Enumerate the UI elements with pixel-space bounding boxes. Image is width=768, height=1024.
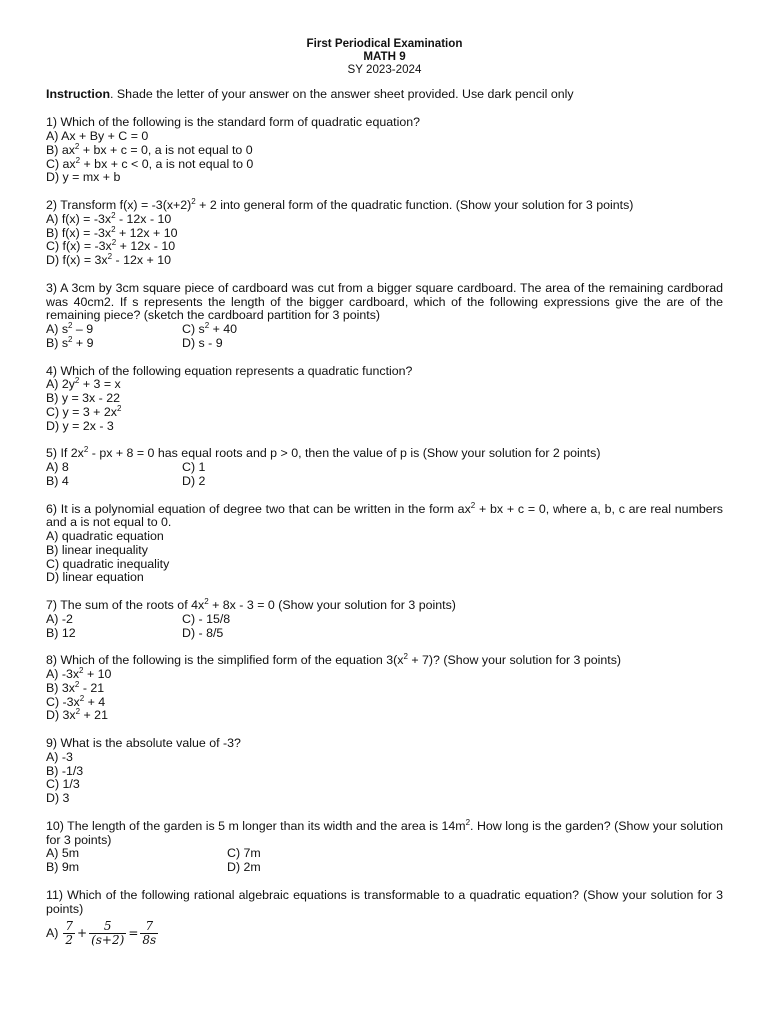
question-2 xyxy=(46,196,723,268)
question-stem: 9) What is the absolute value of -3? xyxy=(46,736,241,751)
question-stem: 1) Which of the following is the standard form of quadratic equation? xyxy=(46,115,420,130)
question-stem: 4) Which of the following equation represents a quadratic function? xyxy=(46,363,413,378)
options-grid xyxy=(46,461,723,489)
option-b: B) y = 3x - 22 xyxy=(46,391,121,406)
option-d: D) 2 xyxy=(182,473,206,488)
option-d: D) $3x^2 + 21$ xyxy=(46,707,108,723)
exam-page xyxy=(46,38,723,962)
option-a: A) 8 xyxy=(46,460,69,475)
option-d: D) $f(x) = 3x^2 - 12x + 10$ xyxy=(46,252,171,268)
school-year: SY 2023-2024 xyxy=(347,62,422,76)
option-b: B) $3x^2 - 21$ xyxy=(46,679,105,695)
option-c: C) $ax^2$ + bx + c < 0, a is not equal to 0 xyxy=(46,155,254,171)
option-d: D) 3 xyxy=(46,791,70,806)
exam-subject: MATH 9 xyxy=(363,49,406,63)
question-9 xyxy=(46,737,723,806)
question-stem: 5) If $2x^2$ - px + 8 = 0 has equal roots and p > 0, then the value of p is (Show your solution for 2 points) xyxy=(46,445,601,461)
option-a: A) $-3x^2 + 10$ xyxy=(46,666,112,682)
option-a: A) 5m xyxy=(46,846,80,861)
option-d: D) linear equation xyxy=(46,570,144,585)
fraction: $\frac{7}{8s}$ xyxy=(142,918,157,947)
option-c: C) $y = 3 + 2x^2$ xyxy=(46,403,122,419)
fraction: $\frac{5}{(s+2)}$ xyxy=(91,918,125,947)
option-b: B) 12 xyxy=(46,625,76,640)
option-a: A) -3 xyxy=(46,749,73,764)
option-b: B) -1/3 xyxy=(46,763,84,778)
question-11 xyxy=(46,889,723,949)
options-grid xyxy=(46,323,723,351)
options-grid xyxy=(46,613,723,641)
option-b: B) linear inequality xyxy=(46,542,148,557)
option-d: D) y = 2x - 3 xyxy=(46,418,114,433)
option-c: C) 1/3 xyxy=(46,777,80,792)
equals-sign: = xyxy=(128,925,139,940)
exam-title: First Periodical Examination xyxy=(306,37,463,50)
option-b: B) 9m xyxy=(46,860,80,875)
option-a xyxy=(46,918,723,948)
option-c: C) $f(x) = -3x^2 + 12x - 10$ xyxy=(46,238,176,254)
option-c: C) 7m xyxy=(227,846,261,861)
option-c: C) quadratic inequality xyxy=(46,556,170,571)
question-3 xyxy=(46,282,723,351)
question-stem: 10) The length of the garden is 5 m longer than its width and the area is $14m^2$. How long is the garden? (Show your solution for 3 points) xyxy=(46,817,723,847)
question-5 xyxy=(46,447,723,488)
fraction: $\frac{7}{2}$ xyxy=(65,918,74,947)
question-stem: 6) It is a polynomial equation of degree two that can be written in the form $ax^2$ + bx + c = 0, where a, b, c are real numbers and a is not equal to 0. xyxy=(46,500,723,530)
option-d: D) s - 9 xyxy=(182,335,223,350)
options-grid xyxy=(46,847,723,875)
option-c: C) $s^2 + 40$ xyxy=(182,321,238,337)
option-d: D) - 8/5 xyxy=(182,625,224,640)
instruction xyxy=(46,88,723,102)
question-10 xyxy=(46,817,723,875)
option-a: A) Ax + By + C = 0 xyxy=(46,128,149,143)
question-stem: 11) Which of the following rational algebraic equations is transformable to a quadratic equation? (Show your solution for 3 points) xyxy=(46,887,723,916)
question-stem: 2) Transform $f(x) = -3(x+2)^2 + 2$ into general form of the quadratic function. (Show your solution for 3 points) xyxy=(46,196,634,212)
question-7 xyxy=(46,599,723,640)
option-a: A) $f(x) = -3x^2 - 12x - 10$ xyxy=(46,210,172,226)
question-stem: 8) Which of the following is the simplified form of the equation $3(x^2 + 7)$? (Show your solution for 3 points) xyxy=(46,652,622,668)
question-stem: 7) The sum of the roots of $4x^2 + 8x - 3 = 0$ (Show your solution for 3 points) xyxy=(46,597,456,613)
option-c: C) - 15/8 xyxy=(182,611,231,626)
question-1 xyxy=(46,116,723,185)
question-stem: 3) A 3cm by 3cm square piece of cardboard was cut from a bigger square cardboard. The area of the remaining cardborad was 40cm2. If s represents the length of the bigger cardboard, which of the following expressions give the are of the remaining piece? (sketch the cardboard partition for 3 points) xyxy=(46,280,723,323)
option-a: A) $2y^2 + 3 = x$ xyxy=(46,376,121,392)
option-c: C) 1 xyxy=(182,460,206,475)
option-b: B) $s^2 + 9$ xyxy=(46,334,94,350)
option-d: D) 2m xyxy=(227,860,261,875)
instruction-text: . Shade the letter of your answer on the answer sheet provided. Use dark pencil only xyxy=(110,87,574,102)
option-c: C) $-3x^2 + 4$ xyxy=(46,693,106,709)
option-b: B) 4 xyxy=(46,473,69,488)
option-b: B) $f(x) = -3x^2 + 12x + 10$ xyxy=(46,224,178,240)
option-label: A) xyxy=(46,925,59,940)
plus-sign: + xyxy=(77,925,88,940)
question-6 xyxy=(46,500,723,586)
option-a: A) -2 xyxy=(46,611,73,626)
option-a: A) quadratic equation xyxy=(46,529,164,544)
instruction-label: Instruction xyxy=(46,87,111,102)
option-b: B) $ax^2$ + bx + c = 0, a is not equal to 0 xyxy=(46,141,253,157)
question-4 xyxy=(46,365,723,434)
option-d: D) y = mx + b xyxy=(46,170,121,185)
exam-header xyxy=(46,38,723,76)
option-a: A) $s^2 - 9$ xyxy=(46,321,94,337)
question-8 xyxy=(46,654,723,723)
